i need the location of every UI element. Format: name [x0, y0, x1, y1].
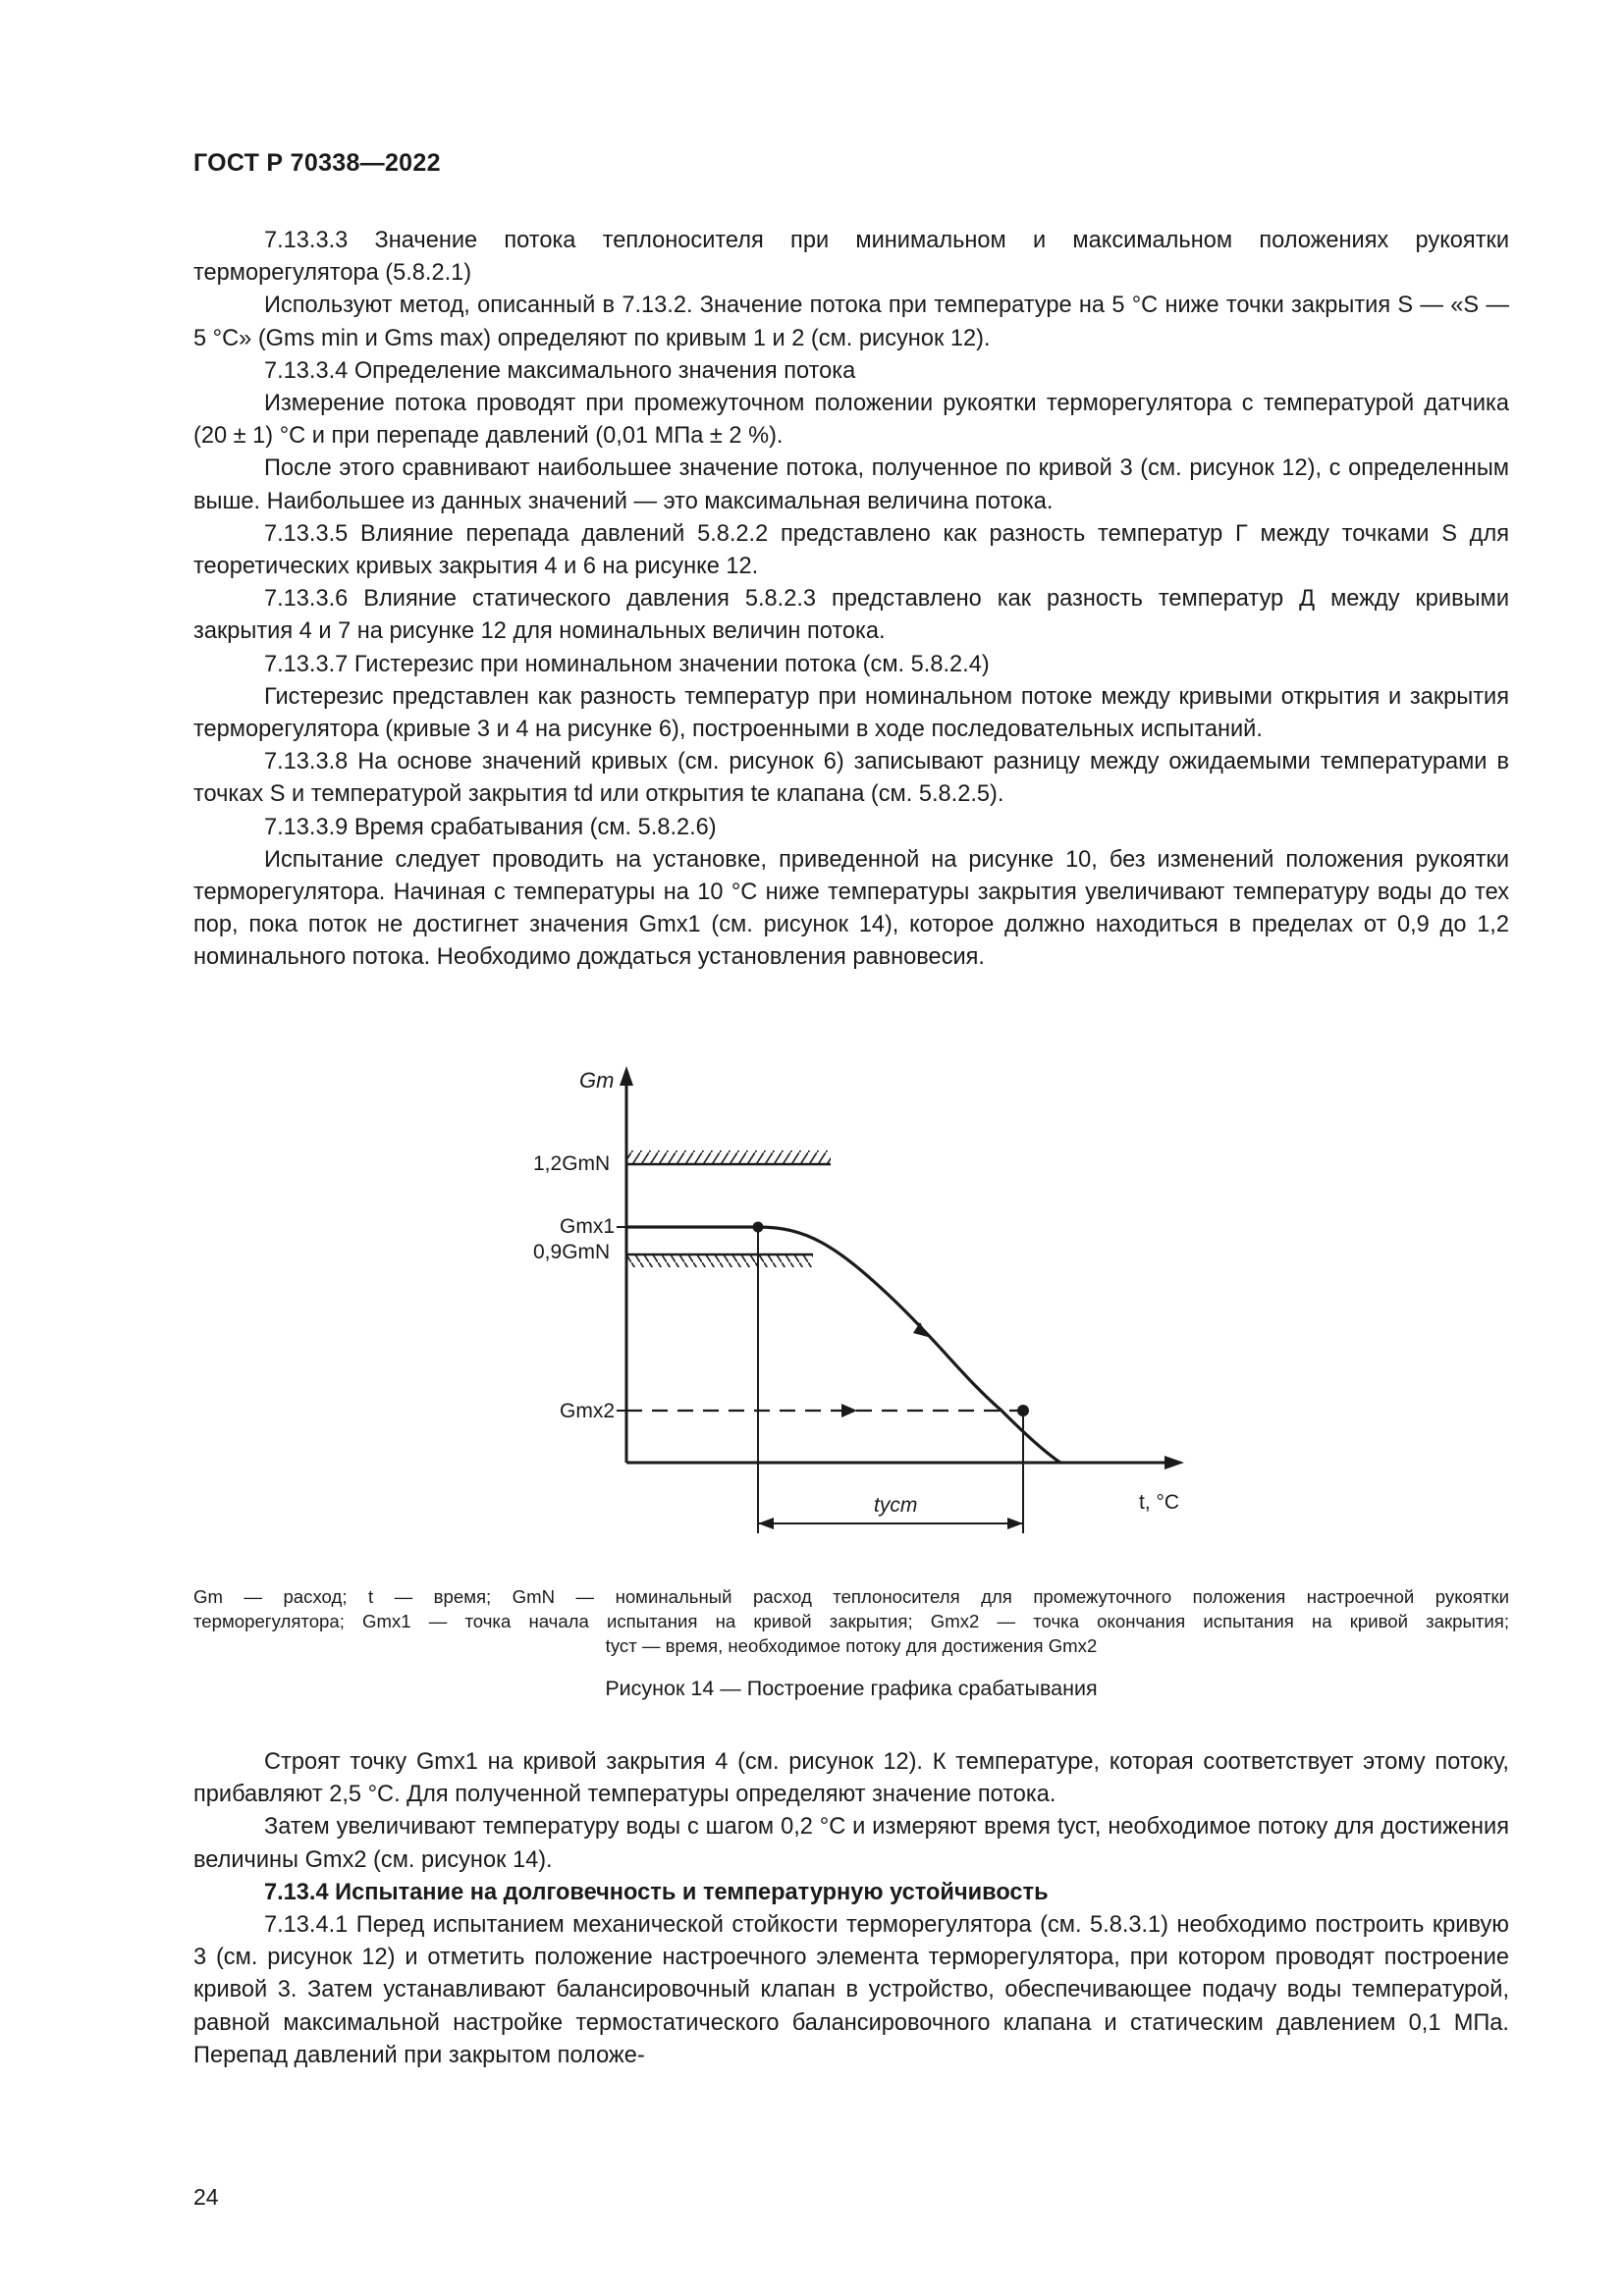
upper-limit-hatch [626, 1150, 831, 1164]
paragraph: 7.13.3.7 Гистерезис при номинальном значении потока (см. 5.8.2.4) [264, 651, 990, 677]
interval-arrow-left [758, 1518, 774, 1529]
section-heading: 7.13.4 Испытание на долговечность и температурную устойчивость [264, 1879, 1049, 1905]
curve-direction-arrow [913, 1322, 928, 1337]
paragraph: Строят точку Gmx1 на кривой закрытия 4 (см. рисунок 12). К температуре, которая соответствует этому потоку, прибавляют 2,5 °C. Для полученной температуры определяют значение потока. [193, 1749, 1509, 1808]
paragraph: Используют метод, описанный в 7.13.2. Значение потока при температуре на 5 °C ниже точки закрытия S — «S — 5 °C» (Gms min и Gms max) определяют по кривым 1 и 2 (см. рисунок 12). [193, 293, 1509, 351]
upper-limit-label: 1,2GmN [533, 1152, 611, 1175]
paragraph: После этого сравнивают наибольшее значение потока, полученное по кривой 3 (см. рисунок 12), с определенным выше. Наибольшее из данных значений — это максимальная величина потока. [193, 455, 1509, 514]
paragraph: Испытание следует проводить на установке, приведенной на рисунке 10, без изменений положения рукоятки терморегулятора. Начиная с температуры на 10 °C ниже температуры закрытия увеличивают температуру воды до тех пор, пока поток не достигнет значения Gmx1 (см. рисунок 14), которое должно находиться в пределах от 0,9 до 1,2 номинального потока. Необходимо дождаться установления равновесия. [193, 846, 1509, 971]
body-text-bottom [193, 1746, 1509, 2072]
lower-limit-label: 0,9GmN [533, 1241, 611, 1263]
figure-legend [193, 1584, 1509, 1658]
interval-arrow-right [1007, 1518, 1023, 1529]
legend-line: терморегулятора; Gmx1 — точка начала испытания на кривой закрытия; Gmx2 — точка окончания испытания на кривой закрытия; [193, 1611, 1509, 1631]
page-number: 24 [193, 2184, 219, 2210]
figure-caption: Рисунок 14 — Построение графика срабатывания [605, 1677, 1098, 1700]
legend-line: tуст — время, необходимое потоку для достижения Gmx2 [605, 1635, 1098, 1656]
paragraph: 7.13.3.8 На основе значений кривых (см. рисунок 6) записывают разницу между ожидаемыми температурами в точках S и температурой закрытия td или открытия te клапана (см. 5.8.2.5). [193, 749, 1509, 808]
document-header: ГОСТ Р 70338—2022 [193, 149, 441, 177]
lower-limit-hatch [626, 1255, 813, 1267]
response-time-diagram [481, 1042, 1208, 1553]
figure-14 [481, 1042, 1208, 1553]
paragraph: Гистерезис представлен как разность температур при номинальном потоке между кривыми открытия и закрытия терморегулятора (кривые 3 и 4 на рисунке 6), построенными в ходе последовательных испытаний. [193, 683, 1509, 743]
paragraph: 7.13.3.3 Значение потока теплоносителя при минимальном и максимальном положениях рукоятки терморегулятора (5.8.2.1) [193, 228, 1509, 287]
paragraph: 7.13.3.9 Время срабатывания (см. 5.8.2.6) [264, 814, 717, 840]
body-text-top [193, 225, 1509, 975]
y-axis-label: Gm [579, 1068, 615, 1093]
gmx1-label: Gmx1 [560, 1215, 616, 1238]
paragraph: Измерение потока проводят при промежуточном положении рукоятки терморегулятора с температурой датчика (20 ± 1) °C и при перепаде давлений (0,01 МПа ± 2 %). [193, 391, 1509, 450]
y-axis-arrow [620, 1066, 633, 1086]
paragraph: 7.13.3.6 Влияние статического давления 5.8.2.3 представлено как разность температур Д между кривыми закрытия 4 и 7 на рисунке 12 для номинальных величин потока. [193, 586, 1509, 645]
paragraph: 7.13.3.5 Влияние перепада давлений 5.8.2.2 представлено как разность температур Г между точками S для теоретических кривых закрытия 4 и 6 на рисунке 12. [193, 520, 1509, 580]
gmx2-label: Gmx2 [560, 1400, 616, 1422]
paragraph: 7.13.3.4 Определение максимального значения потока [264, 357, 856, 384]
x-axis-arrow [1164, 1456, 1184, 1469]
dashed-direction-arrow [841, 1404, 857, 1417]
paragraph: Затем увеличивают температуру воды с шагом 0,2 °C и измеряют время tуст, необходимое потоку для достижения величины Gmx2 (см. рисунок 14). [193, 1814, 1509, 1873]
paragraph: 7.13.4.1 Перед испытанием механической стойкости терморегулятора (см. 5.8.3.1) необходимо построить кривую 3 (см. рисунок 12) и отметить положение настроечного элемента терморегулятора, при котором проводят построение кривой 3. Затем устанавливают балансировочный клапан в устройство, обеспечивающее подачу воды температурой, равной максимальной настройке термостатического балансировочного клапана и статическим давлением 0,1 МПа. Перепад давлений при закрытом положе- [193, 1912, 1509, 2068]
interval-label: tуст [874, 1494, 918, 1517]
legend-line: Gm — расход; t — время; GmN — номинальный расход теплоносителя для промежуточного положения настроечной рукоятки [193, 1586, 1509, 1607]
x-axis-label: t, °C [1139, 1491, 1180, 1514]
